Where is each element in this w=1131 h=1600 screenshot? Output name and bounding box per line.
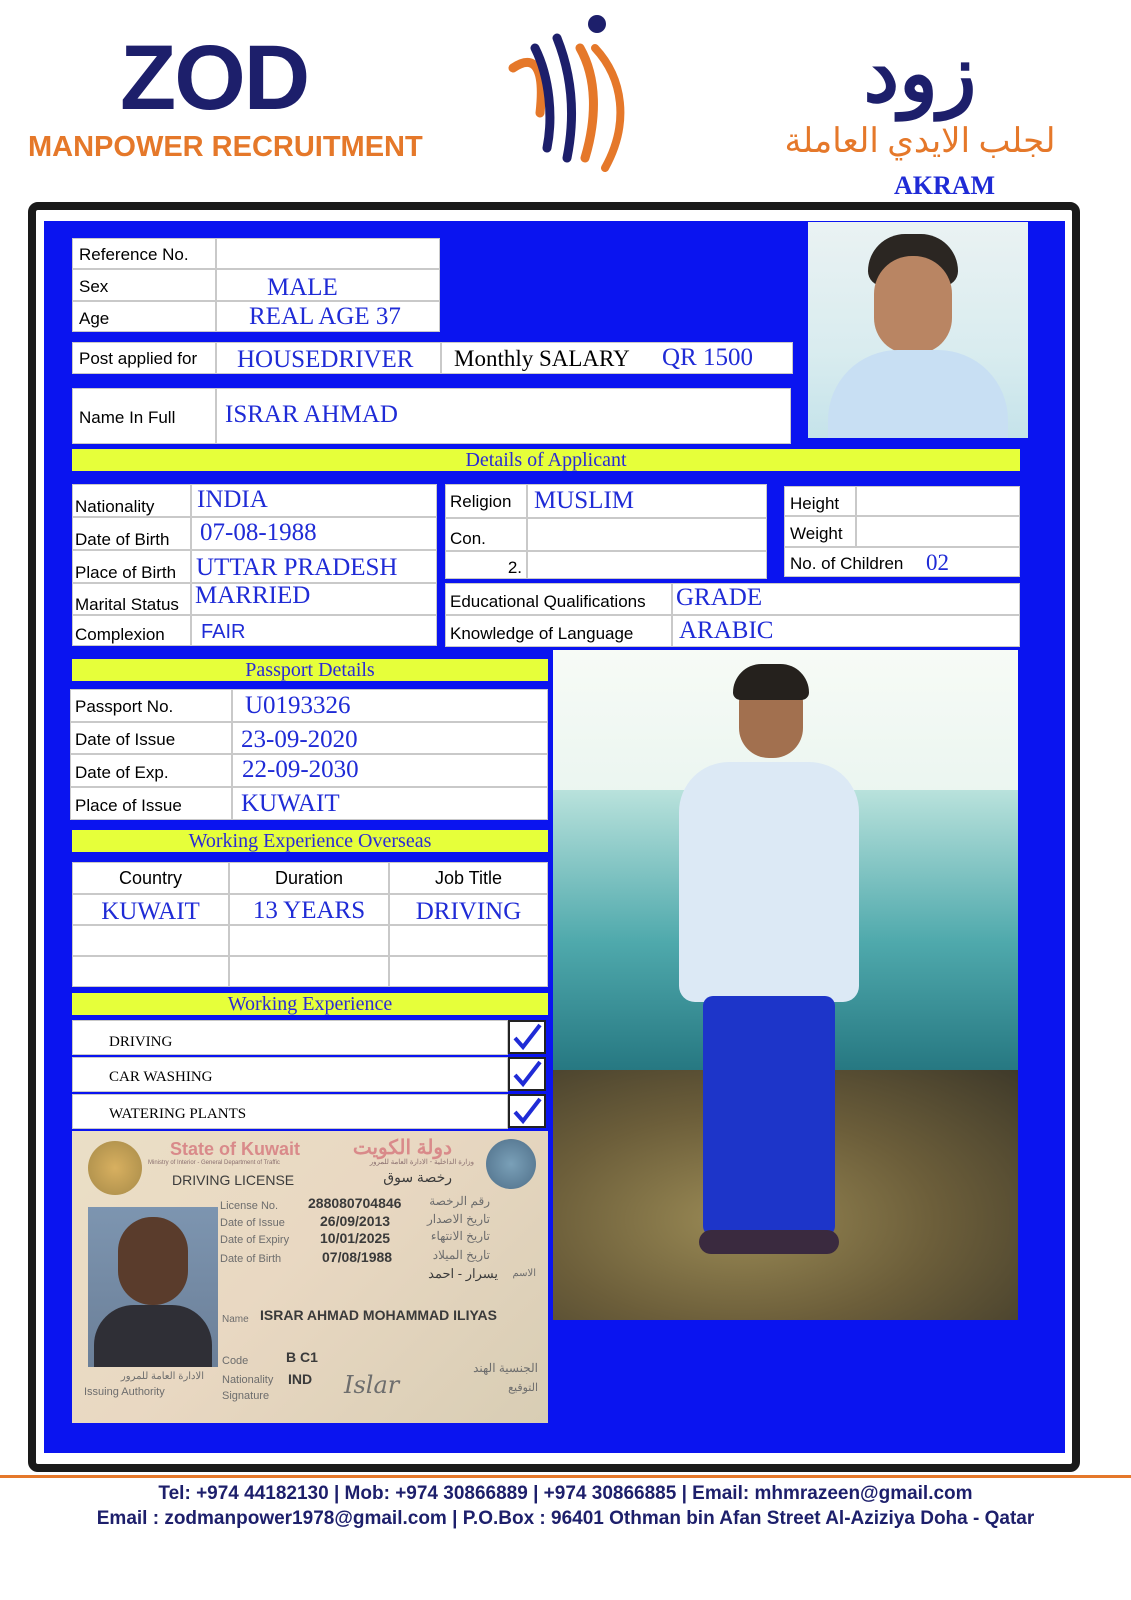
license-nationality-label: Nationality — [222, 1374, 274, 1386]
experience-item-3 — [72, 1094, 508, 1129]
pob-value-cell — [191, 550, 437, 583]
salary-value: QR 1500 — [662, 344, 753, 371]
details-title-bar: Details of Applicant — [72, 449, 1020, 471]
passport-issue-value-cell — [232, 722, 548, 754]
license-issue: 26/09/2013 — [320, 1213, 391, 1229]
con2-value-cell — [527, 551, 767, 579]
passport-no-label: Passport No. — [75, 697, 174, 716]
license-emblem-right — [486, 1139, 536, 1189]
license-ministry: Ministry of Interior - General Department of Traffic — [148, 1160, 280, 1166]
overseas-empty-row-2a — [72, 956, 229, 987]
license-expiry-ar: تاريخ الانتهاء — [430, 1229, 490, 1243]
con1-label-cell — [445, 518, 527, 551]
license-type-ar: رخصة سوق — [383, 1169, 452, 1185]
post-value-cell — [216, 342, 441, 374]
passport-issue-value: 23-09-2020 — [241, 726, 358, 753]
overseas-header-duration — [229, 862, 389, 894]
overseas-header-jobtitle — [389, 862, 548, 894]
sex-value-cell — [216, 269, 440, 301]
portrait-face — [874, 256, 952, 354]
weight-label-cell — [784, 516, 856, 547]
license-state-ar: دولة الكويت — [352, 1137, 452, 1159]
religion-value-cell — [527, 484, 767, 518]
license-state: State of Kuwait — [170, 1139, 301, 1159]
license-no-label: License No. — [220, 1200, 279, 1212]
sex-label: Sex — [79, 277, 109, 296]
license-birth-ar: تاريخ الميلاد — [432, 1248, 490, 1262]
license-name-ar-label: الاسم — [512, 1268, 536, 1279]
driving-license-card — [72, 1131, 548, 1423]
zod-logo-icon — [505, 8, 635, 180]
reference-label-cell — [72, 238, 216, 269]
post-value: HOUSEDRIVER — [237, 346, 414, 373]
footer-line-1: Tel: +974 44182130 | Mob: +974 30866889 | +974 30866885 | Email: mhmrazeen@gmail.com — [158, 1483, 973, 1504]
religion-value: MUSLIM — [534, 487, 635, 514]
name-label-cell — [72, 388, 216, 444]
overseas-empty-row-2c — [389, 956, 548, 987]
marital-label: Marital Status — [75, 595, 179, 614]
lang-label: Knowledge of Language — [450, 624, 634, 643]
children-cell — [784, 547, 1020, 577]
experience-item-2-label: CAR WASHING — [109, 1069, 213, 1085]
footer-divider — [0, 1475, 1131, 1478]
marital-label-cell — [72, 583, 191, 615]
experience-check-3[interactable] — [508, 1094, 546, 1128]
footer-line-2: Email : zodmanpower1978@gmail.com | P.O.Box : 96401 Othman bin Afan Street Al-Aziziya Doha - Qatar — [96, 1508, 1035, 1529]
license-no: 288080704846 — [308, 1195, 402, 1211]
overseas-empty-row-2b — [229, 956, 389, 987]
passport-place-value-cell — [232, 787, 548, 820]
passport-exp-value: 22-09-2030 — [242, 756, 359, 783]
license-ministry-ar: وزارة الداخلية - الادارة العامة للمرور — [369, 1159, 474, 1166]
license-signature-ink: Islar — [344, 1371, 400, 1399]
passport-title-bar: Passport Details — [72, 659, 548, 681]
license-signature-label: Signature — [222, 1390, 270, 1402]
passport-no-value: U0193326 — [245, 692, 351, 719]
overseas-empty-row-1a — [72, 925, 229, 956]
license-birth-label: Date of Birth — [220, 1253, 282, 1265]
reference-value-cell — [216, 238, 440, 269]
height-label-cell — [784, 486, 856, 516]
full-body-photo — [553, 650, 1018, 1320]
passport-no-label-cell — [70, 689, 232, 722]
post-label-cell — [72, 342, 216, 374]
license-name-label: Name — [222, 1314, 249, 1325]
overseas-country-value: KUWAIT — [101, 898, 200, 925]
passport-place-value: KUWAIT — [241, 790, 340, 817]
height-value-cell — [856, 486, 1020, 516]
name-label: Name In Full — [79, 408, 176, 427]
overseas-header-jobtitle-text: Job Title — [434, 868, 503, 888]
lang-value-cell — [672, 615, 1020, 647]
arabic-brand: زود — [863, 31, 977, 119]
con1-value-cell — [527, 518, 767, 551]
license-issue-label: Date of Issue — [220, 1217, 285, 1229]
edu-label: Educational Qualifications — [450, 592, 646, 611]
reference-label: Reference No. — [79, 245, 189, 264]
complexion-label: Complexion — [75, 625, 165, 644]
nationality-value: INDIA — [197, 486, 268, 513]
experience-item-1 — [72, 1020, 508, 1055]
edu-value-cell — [672, 583, 1020, 615]
overseas-header-country-text: Country — [118, 868, 183, 888]
license-photo-head — [118, 1217, 188, 1305]
license-signature-ar: التوقيع — [508, 1382, 538, 1394]
salary-label: Monthly SALARY — [454, 346, 630, 371]
license-birth: 07/08/1988 — [322, 1249, 393, 1265]
passport-exp-label-cell — [70, 754, 232, 787]
pob-label: Place of Birth — [75, 563, 177, 582]
license-type: DRIVING LICENSE — [172, 1172, 295, 1188]
age-label-cell — [72, 301, 216, 332]
weight-label: Weight — [790, 524, 843, 543]
passport-exp-value-cell — [232, 754, 548, 787]
passport-issue-label-cell — [70, 722, 232, 754]
sex-value: MALE — [267, 274, 338, 301]
overseas-empty-row-1b — [229, 925, 389, 956]
overseas-jobtitle-value: DRIVING — [415, 898, 522, 925]
license-photo-body — [94, 1305, 212, 1367]
marital-value-cell — [191, 583, 437, 615]
brand-tagline: MANPOWER RECRUITMENT — [28, 131, 423, 163]
sex-label-cell — [72, 269, 216, 301]
edu-label-cell — [445, 583, 672, 615]
experience-check-1[interactable] — [508, 1020, 546, 1054]
license-name: ISRAR AHMAD MOHAMMAD ILIYAS — [260, 1307, 497, 1323]
license-code: B C1 — [286, 1349, 318, 1365]
portrait-shirt — [828, 350, 1008, 438]
complexion-label-cell — [72, 615, 191, 646]
complexion-value: FAIR — [201, 621, 246, 643]
dob-value: 07-08-1988 — [200, 519, 317, 546]
overseas-header-country — [72, 862, 229, 894]
name-value: ISRAR AHMAD — [225, 401, 398, 428]
edu-value: GRADE — [676, 584, 763, 611]
license-no-ar: رقم الرخصة — [429, 1194, 490, 1208]
overseas-jobtitle-cell — [389, 894, 548, 925]
experience-check-2[interactable] — [508, 1057, 546, 1091]
nationality-value-cell — [191, 484, 437, 517]
dob-value-cell — [191, 517, 437, 550]
overseas-duration-cell — [229, 894, 389, 925]
religion-label: Religion — [450, 492, 512, 511]
photo-person-pants — [703, 996, 835, 1236]
name-value-cell — [216, 388, 791, 444]
brand-name: ZOD — [120, 27, 309, 129]
overseas-title-bar: Working Experience Overseas — [72, 830, 548, 852]
dob-label: Date of Birth — [75, 530, 170, 549]
nationality-label-cell — [72, 484, 191, 517]
passport-place-label-cell — [70, 787, 232, 820]
overseas-empty-row-1c — [389, 925, 548, 956]
experience-item-2 — [72, 1057, 508, 1092]
dob-label-cell — [72, 517, 191, 550]
license-emblem-left — [88, 1141, 142, 1195]
pob-value: UTTAR PRADESH — [196, 554, 398, 581]
photo-person-hair — [733, 664, 809, 700]
con1-label: Con. — [450, 529, 486, 548]
marital-value: MARRIED — [195, 582, 311, 609]
con2-label: 2. — [507, 558, 522, 577]
age-value-cell — [216, 301, 440, 332]
experience-title-bar: Working Experience — [72, 993, 548, 1015]
weight-value-cell — [856, 516, 1020, 547]
age-label: Age — [79, 309, 110, 328]
portrait-photo — [808, 222, 1028, 438]
overseas-header-duration-text: Duration — [274, 868, 344, 888]
post-label: Post applied for — [79, 349, 198, 368]
license-expiry-label: Date of Expiry — [220, 1234, 290, 1246]
license-authority-ar: الادارة العامة للمرور — [120, 1371, 204, 1382]
children-label: No. of Children — [790, 554, 904, 573]
experience-item-3-label: WATERING PLANTS — [109, 1106, 247, 1122]
license-expiry: 10/01/2025 — [320, 1230, 391, 1246]
license-photo — [88, 1207, 218, 1367]
passport-exp-label: Date of Exp. — [75, 763, 169, 782]
photo-person-shoes — [699, 1230, 839, 1254]
passport-issue-label: Date of Issue — [75, 730, 176, 749]
arabic-tagline: لجلب الايدي العاملة — [784, 123, 1056, 160]
check-icon — [510, 1096, 544, 1126]
con2-label-cell — [445, 551, 527, 579]
complexion-value-cell — [191, 615, 437, 646]
photo-person-shirt — [679, 762, 859, 1002]
lang-label-cell — [445, 615, 672, 647]
check-icon — [510, 1022, 544, 1052]
license-nationality: IND — [288, 1371, 313, 1387]
religion-label-cell — [445, 484, 527, 518]
passport-no-value-cell — [232, 689, 548, 722]
salary-cell — [441, 342, 793, 374]
passport-place-label: Place of Issue — [75, 796, 182, 815]
children-value: 02 — [926, 550, 949, 575]
check-icon — [510, 1059, 544, 1089]
age-value: REAL AGE 37 — [249, 303, 401, 330]
pob-label-cell — [72, 550, 191, 583]
agent-name: AKRAM — [894, 171, 996, 200]
license-issue-ar: تاريخ الاصدار — [426, 1212, 490, 1226]
nationality-label: Nationality — [75, 497, 155, 516]
license-name-ar: يسرار - احمد — [428, 1266, 498, 1281]
overseas-country-cell — [72, 894, 229, 925]
overseas-duration-value: 13 YEARS — [252, 897, 366, 924]
lang-value: ARABIC — [679, 617, 774, 644]
license-authority: Issuing Authority — [84, 1386, 165, 1398]
license-code-label: Code — [222, 1355, 249, 1367]
license-nationality-ar: الجنسية الهند — [473, 1361, 538, 1375]
height-label: Height — [790, 494, 840, 513]
experience-item-1-label: DRIVING — [109, 1034, 173, 1050]
